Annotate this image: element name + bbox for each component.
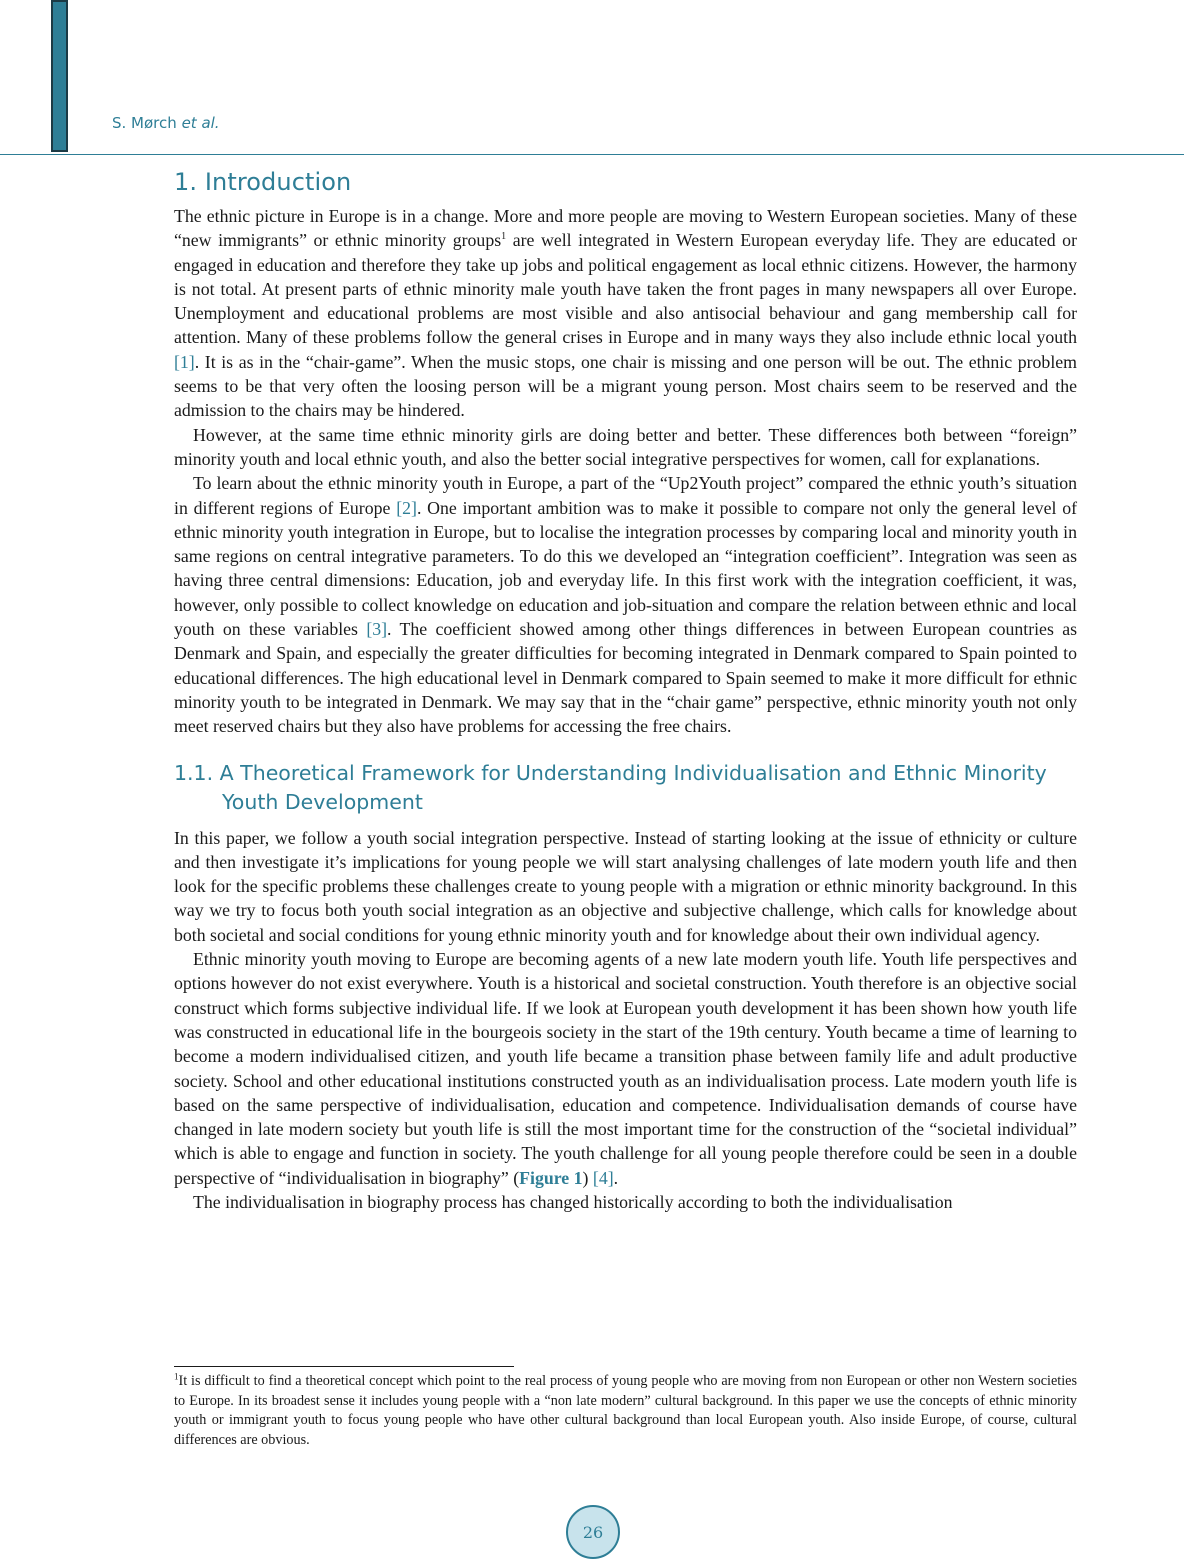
framework-paragraph-3: The individualisation in biography process has changed historically according to both the individualisation [193, 1191, 953, 1212]
subsection-title-theoretical-framework: 1.1. A Theoretical Framework for Understanding Individualisation and Ethnic Minority Youth Development [174, 760, 1047, 814]
intro-paragraph-3: To learn about the ethnic minority youth in Europe, a part of the “Up2Youth project” compared the ethnic youth’s situation in different regions of Europe [2]. One important ambition was to make it possible to compare not only the general level of ethnic minority youth integration in Europe, but to localise the integration processes by comparing local and minority youth in same regions on central integrative parameters. To do this we developed an “integration coefficient”. Integration was seen as having three central dimensions: Education, job and everyday life. In this first work with the integration coefficient, it was, however, only possible to collect knowledge on education and job-situation and compare the relation between ethnic and local youth on these variables [3]. The coefficient showed among other things differences in between European countries as Denmark and Spain, and especially the greater difficulties for becoming integrated in Denmark compared to Spain pointed to educational differences. The high educational level in Denmark compared to Spain seemed to make it more difficult for ethnic minority youth to be integrated in Denmark. We may say that in the “chair game” perspective, ethnic minority youth not only meet reserved chairs but they also have problems for accessing the free chairs. [174, 473, 1078, 737]
author-name: S. Mørch [112, 114, 177, 132]
footnote-1 [174, 1372, 1077, 1450]
author-etal: et al. [181, 114, 220, 132]
footnote-text: It is difficult to find a theoretical concept which point to the real process of young people who are moving from non European or other non Western societies to Europe. In its broadest sense it includes young people with a “non late modern” cultural background. In this paper we use the concepts of ethnic minority youth or immigrant youth to focus young people who have other cultural background than local European youth. Also inside Europe, of course, cultural differences are obvious. [174, 1373, 1077, 1448]
footnote-rule [174, 1366, 514, 1367]
citation-2[interactable]: [2] [396, 497, 417, 518]
main-content [174, 168, 1077, 1214]
intro-paragraph-2: However, at the same time ethnic minority girls are doing better and better. These differences both between “foreign” minority youth and local ethnic youth, and also the better social integrative perspectives for women, call for explanations. [174, 424, 1077, 469]
framework-paragraph-2: Ethnic minority youth moving to Europe are becoming agents of a new late modern youth life. Youth life perspectives and options however do not exist everywhere. Youth is a historical and societal construction. Youth therefore is an objective social construct which forms subjective individual life. If we look at European youth development it has been shown how youth life was constructed in educational life in the bourgeois society in the start of the 19th century. Youth became a time of learning to become a modern individualised citizen, and youth life became a transition phase between family life and adult productive society. School and other educational institutions constructed youth as an individualisation process. Late modern youth life is based on the same perspective of individualisation, education and competence. Individualisation demands of course have changed in late modern society but youth life is still the most important time for the construction of the “societal individual” which is able to engage and function in society. The youth challenge for all young people therefore could be seen in a double perspective of “individualisation in biography” (Figure 1) [4]. [174, 949, 1077, 1188]
citation-3[interactable]: [3] [366, 619, 388, 640]
header-accent-bar [51, 0, 68, 152]
header-rule [0, 154, 1184, 155]
footnote-marker[interactable]: 1 [501, 231, 507, 243]
page-number: 26 [582, 1522, 604, 1542]
intro-paragraph-1: The ethnic picture in Europe is in a change. More and more people are moving to Western European societies. Many of these “new immigrants” or ethnic minority groups$^1$ are well integrated in Western European everyday life. They are educated or engaged in education and therefore they take up jobs and political engagement as local ethnic citizens. However, the harmony is not total. At present parts of ethnic minority male youth have taken the front pages in many newspapers all over Europe. Unemployment and educational problems are most visible and also antisocial behaviour and gang membership call for attention. Many of these problems follow the general crises in Europe and in many ways they also include ethnic local youth [1]. It is as in the “chair-game”. When the music stops, one chair is missing and one person will be out. The ethnic problem seems to be that very often the loosing person will be a migrant young person. Most chairs seem to be reserved and the admission to the chairs may be hindered. [174, 206, 1077, 421]
citation-1[interactable]: [1] [174, 351, 195, 372]
running-header-author [112, 114, 220, 132]
citation-4[interactable]: [4] [592, 1167, 614, 1188]
page-number-badge [566, 1505, 620, 1559]
framework-paragraph-1: In this paper, we follow a youth social integration perspective. Instead of starting looking at the issue of ethnicity or culture and then investigate it’s implications for young people we will start analysing challenges of late modern youth life and then look for the specific problems these challenges create to young people with a migration or ethnic minority background. In this way we try to focus both youth social integration as an objective and subjective challenge, which calls for knowledge about both societal and social conditions for young ethnic minority youth and for knowledge about their own individual agency. [174, 827, 1077, 945]
figure-1-link[interactable]: Figure 1 [519, 1167, 583, 1188]
footnote-number: 1 [174, 1371, 179, 1382]
section-title-introduction: 1. Introduction [174, 168, 352, 196]
